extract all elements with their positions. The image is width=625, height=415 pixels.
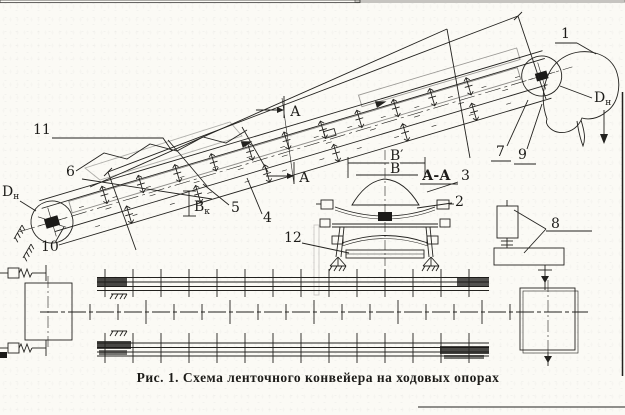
callout-2 [417, 194, 464, 210]
svg-text:Dн: $D_н$ [2, 184, 20, 202]
callout-8 [514, 210, 592, 253]
top-sleeper-ticks [105, 269, 469, 297]
callout-6 [66, 164, 212, 199]
material-mound [352, 179, 419, 205]
callouts-side-view [2, 26, 611, 255]
gearbox-rect [494, 248, 564, 265]
bottom-sleeper-ticks [105, 333, 469, 363]
head-pulley [517, 51, 567, 101]
belt-plate [324, 129, 337, 139]
head-drum-dim [560, 86, 611, 144]
svg-text:2: 2 [455, 194, 464, 210]
svg-text:3: 3 [461, 168, 470, 184]
svg-text:4: 4 [263, 210, 272, 226]
section-cut-letter-top: А [290, 104, 301, 120]
section-width-outer: В′ [390, 148, 404, 164]
belt-centerline [19, 67, 572, 232]
section-feet [329, 257, 439, 271]
plan-anchor [110, 294, 127, 299]
plan-view [0, 265, 588, 366]
tension-device-bottom [0, 340, 46, 358]
svg-text:11: 11 [33, 122, 51, 138]
plan-anchor [110, 331, 127, 336]
svg-text:12: 12 [284, 230, 302, 246]
figure-caption: Рис. 1. Схема ленточного конвейера на ходовых опорах [136, 370, 500, 385]
section-width-inner: В [390, 161, 401, 177]
drive-trolley [520, 288, 575, 350]
svg-text:Dн: $D_н$ [594, 90, 612, 108]
svg-text:1: 1 [561, 26, 570, 42]
svg-text:5: 5 [231, 200, 240, 216]
svg-text:6: 6 [66, 164, 75, 180]
belt-assembly [10, 34, 580, 254]
section-aa-view [316, 148, 470, 271]
tail-drum-dim [2, 184, 36, 211]
dimension-line-top [90, 12, 546, 250]
svg-text:7: 7 [496, 144, 505, 160]
section-cut-letter-bottom: А [299, 170, 310, 186]
material-on-belt [69, 68, 521, 213]
callout-9 [514, 104, 542, 164]
callout-1 [555, 26, 596, 54]
svg-text:9: 9 [518, 147, 527, 163]
fold-streak [314, 225, 319, 295]
svg-text:8: 8 [551, 216, 560, 232]
bottom-rails [97, 343, 489, 356]
side-view [2, 12, 619, 261]
discharge-arrow [600, 134, 608, 144]
svg-text:Вк: $В_к$ [194, 199, 210, 217]
drive-unit [494, 200, 592, 290]
section-title: А-А [422, 168, 451, 184]
tension-device-top [0, 265, 46, 281]
top-rails [97, 278, 489, 291]
svg-text:10: 10 [41, 239, 59, 255]
material-spray [359, 48, 521, 107]
tail-trolley [25, 283, 72, 340]
